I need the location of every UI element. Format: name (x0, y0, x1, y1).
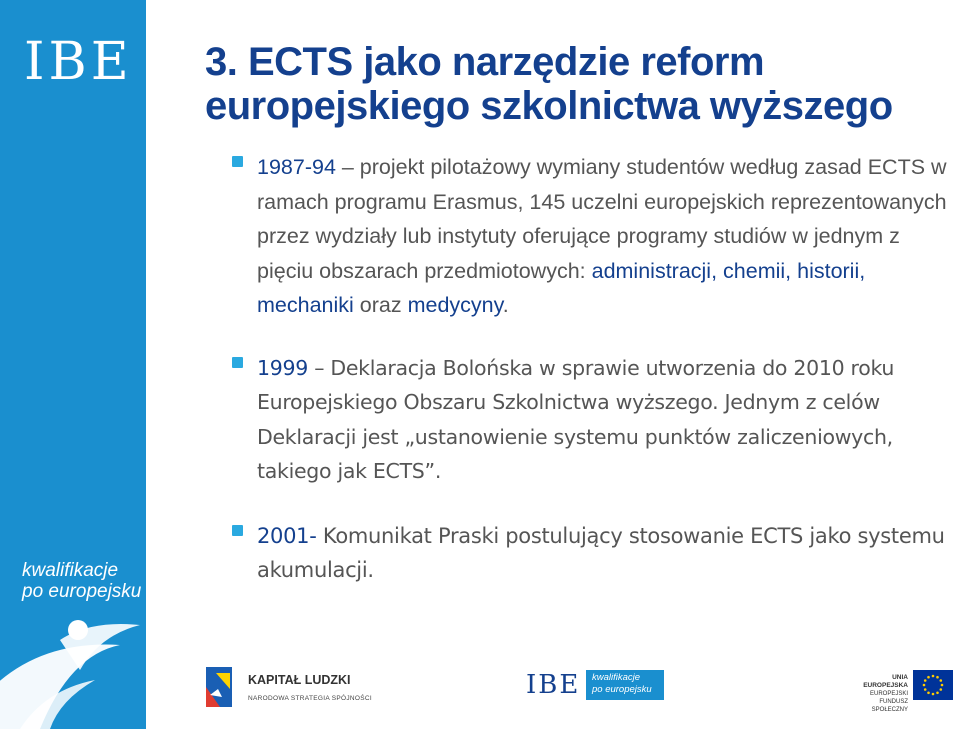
bullet-text: oraz (353, 293, 408, 317)
kpe-line-1: kwalifikacje (22, 560, 119, 581)
eu-line-1: UNIA EUROPEJSKA (863, 674, 908, 689)
square-bullet-icon (232, 525, 243, 536)
kapital-ludzki-title: KAPITAŁ LUDZKI (248, 673, 351, 687)
kapital-ludzki-icon (204, 665, 244, 710)
title-line-1: 3. ECTS jako narzędzie reform (205, 40, 765, 84)
kpe-mini-line-2: po europejsku (592, 684, 652, 695)
footer-logos (146, 650, 959, 729)
figure-icon (0, 600, 146, 729)
slide-title (205, 40, 945, 128)
kpe-mini-line-1: kwalifikacje (592, 672, 641, 683)
eu-flag-icon (913, 670, 953, 700)
eu-line-2: EUROPEJSKI (869, 691, 908, 697)
bullet-text: – Deklaracja Bolońska w sprawie utworzenia do 2010 roku Europejskiego Obszaru Szkolnictwa wyższego. Jednym z celów Deklaracji jest „ustanowienie systemu punktów zaliczeniowych, takiego jak ECTS”. (257, 355, 895, 483)
highlighted-subjects: administracji, chemii, historii, mechaniki (257, 258, 866, 317)
kapital-ludzki-logo (204, 665, 384, 710)
kapital-ludzki-subtitle: NARODOWA STRATEGIA SPÓJNOŚCI (248, 695, 372, 702)
ibe-mini-logo: IBE (526, 670, 581, 700)
bullet-text: . (502, 293, 509, 317)
bullet-lead: 2001- (257, 523, 317, 548)
list-item (232, 351, 950, 489)
square-bullet-icon (232, 156, 243, 167)
kpe-mini-logo-text (592, 672, 652, 696)
ibe-logo: IBE (24, 32, 133, 92)
bullet-lead: 1999 (257, 355, 308, 380)
kwalifikacje-po-europejsku-text (22, 560, 141, 602)
square-bullet-icon (232, 357, 243, 368)
bullet-list (232, 150, 950, 588)
title-line-2: europejskiego szkolnictwa wyższego (205, 84, 893, 128)
list-item (232, 150, 950, 323)
list-item (232, 519, 950, 588)
eu-line-3: FUNDUSZ SPOŁECZNY (871, 699, 908, 713)
sidebar (0, 0, 146, 729)
bullet-text: Komunikat Praski postulujący stosowanie ECTS jako systemu akumulacji. (257, 523, 945, 582)
kpe-line-2: po europejsku (22, 581, 142, 602)
eu-fund-text (846, 674, 908, 714)
bullet-text: – projekt pilotażowy wymiany studentów według zasad ECTS w ramach programu Erasmus, 145 uczelni europejskich reprezentowanych przez wydziały lub instytuty oferujące programy studiów w jednym z pięciu obszarach przedmiotowych: (257, 155, 947, 283)
bullet-lead: 1987-94 (257, 155, 336, 179)
highlighted-subject: medycyny (407, 293, 503, 317)
